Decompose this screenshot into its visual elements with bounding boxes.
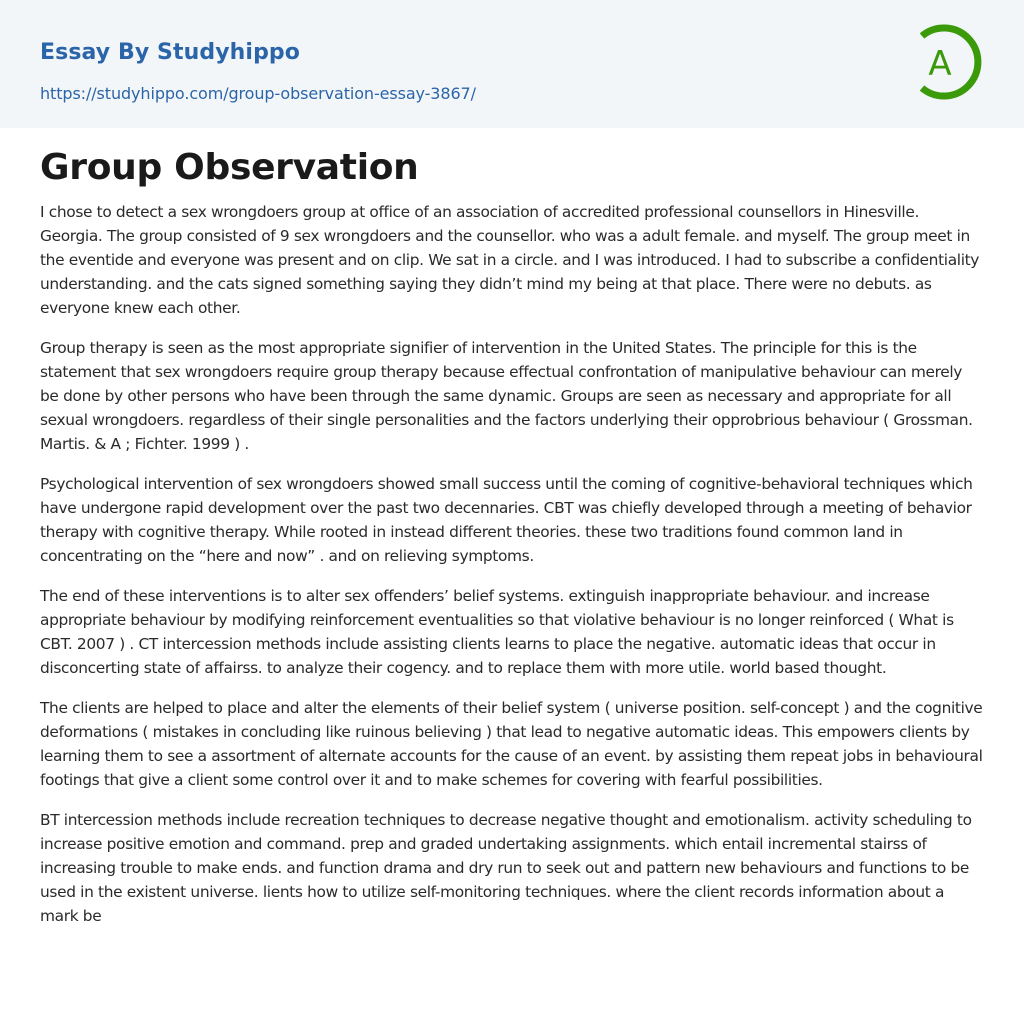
essay-paragraph: BT intercession methods include recreation techniques to decrease negative thought and emotionalism. activity scheduling to increase positive emotion and command. prep and graded undertaking assignments. which entail incremental stairss of increasing trouble to make ends. and function drama and dry run to seek out and pattern new behaviours and functions to be used in the existent universe. lients how to utilize self-monitoring techniques. where the client records information about a mark be xyxy=(40,811,972,925)
essay-paragraph: Group therapy is seen as the most appropriate signifier of intervention in the United States. The principle for this is the statement that sex wrongdoers require group therapy because effectual confrontation of manipulative behaviour can merely be done by other persons who have been through the same dynamic. Groups are seen as necessary and appropriate for all sexual wrongdoers. regardless of their single personalities and the factors underlying their opprobrious behaviour ( Grossman. Martis. & A ; Fichter. 1999 ) . xyxy=(40,339,973,453)
brand-title: Essay By Studyhippo xyxy=(40,40,300,65)
essay-url-link[interactable]: https://studyhippo.com/group-observation-essay-3867/ xyxy=(40,84,476,103)
essay-paragraph: The end of these interventions is to alter sex offenders’ belief systems. extinguish inappropriate behaviour. and increase appropriate behaviour by modifying reinforcement eventualities so that violative behaviour is no longer reinforced ( What is CBT. 2007 ) . CT intercession methods include assisting clients learns to place the negative. automatic ideas that occur in disconcerting state of affairss. to analyze their cogency. and to replace them with more utile. world based thought. xyxy=(40,587,954,677)
essay-paragraph: I chose to detect a sex wrongdoers group at office of an association of accredited professional counsellors in Hinesville. Georgia. The group consisted of 9 sex wrongdoers and the counsellor. who was a adult female. and myself. The group meet in the eventide and everyone was present and on clip. We sat in a circle. and I was introduced. I had to subscribe a confidentiality understanding. and the cats signed something saying they didn’t mind my being at that place. There were no debuts. as everyone knew each other. xyxy=(40,203,980,317)
logo-letter: A xyxy=(928,44,952,84)
studyhippo-logo-icon[interactable] xyxy=(908,18,988,106)
essay-paragraph: Psychological intervention of sex wrongdoers showed small success until the coming of cognitive-behavioral techniques which have undergone rapid development over the past two decennaries. CBT was chiefly developed through a meeting of behavior therapy with cognitive therapy. While rooted in instead different theories. these two traditions found common land in concentrating on the “here and now” . and on relieving symptoms. xyxy=(40,475,973,565)
essay-body xyxy=(40,200,984,944)
essay-paragraph: The clients are helped to place and alter the elements of their belief system ( universe position. self-concept ) and the cognitive deformations ( mistakes in concluding like ruinous believing ) that lead to negative automatic ideas. This empowers clients by learning them to see a assortment of alternate accounts for the cause of an event. by assisting them repeat jobs in behavioural footings that give a client some control over it and to make schemes for covering with fearful possibilities. xyxy=(40,699,983,789)
essay-title: Group Observation xyxy=(40,147,419,188)
